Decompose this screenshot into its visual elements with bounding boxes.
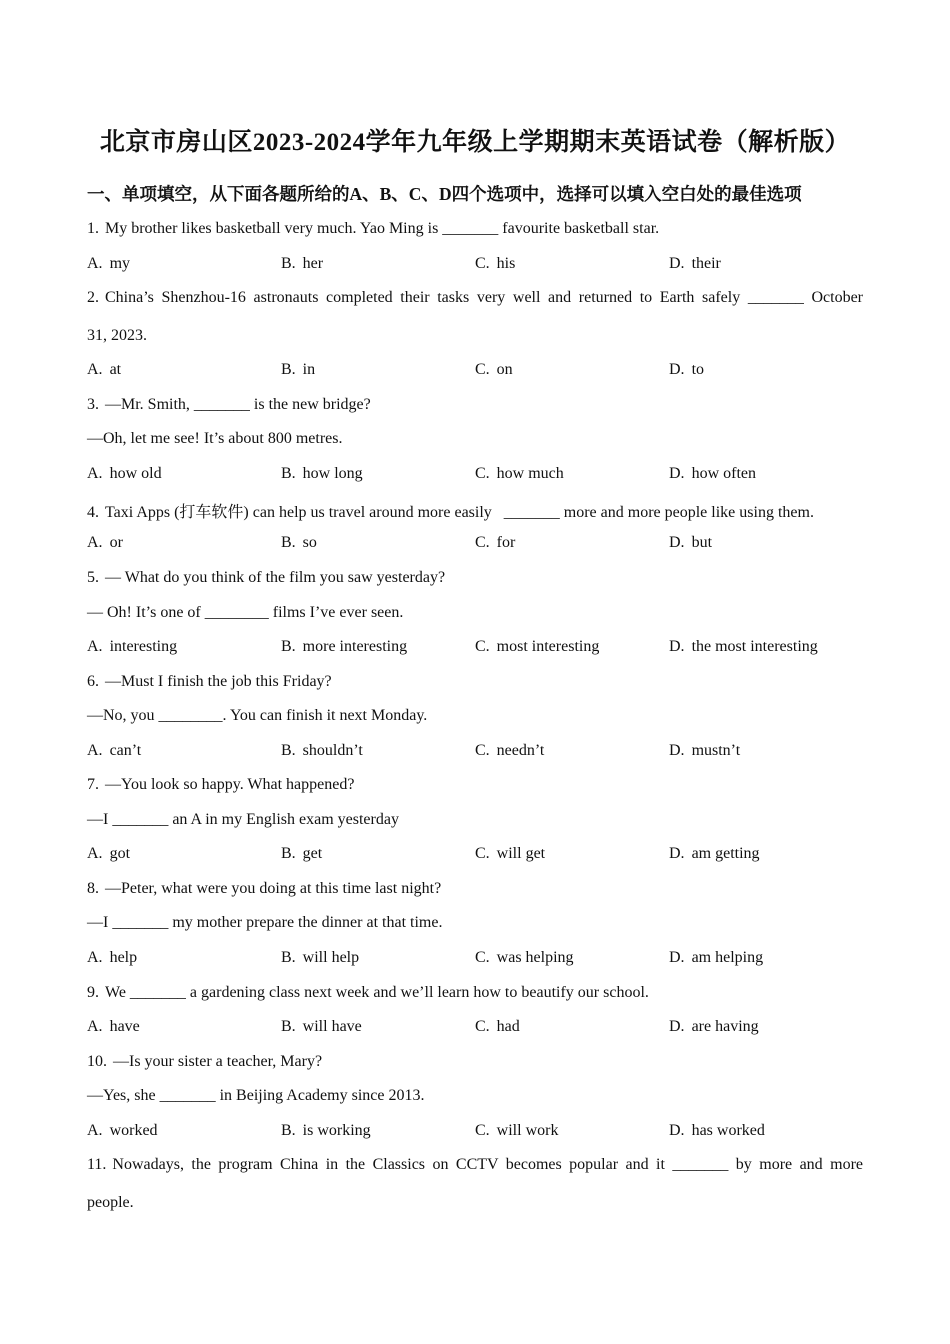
question-7-reply: —I _______ an A in my English exam yesterday <box>87 811 399 828</box>
option-d <box>669 845 760 863</box>
option-text: had <box>496 1018 520 1035</box>
question-5-reply: — Oh! It’s one of ________ films I’ve ever seen. <box>87 604 404 621</box>
section-heading: 一、单项填空，从下面各题所给的A、B、C、D四个选项中，选择可以填入空白处的最佳选项 <box>87 184 802 204</box>
option-letter: A. <box>87 742 103 759</box>
option-letter: D. <box>669 638 685 655</box>
option-a <box>87 638 177 656</box>
question-4 <box>87 499 814 522</box>
option-letter: A. <box>87 845 103 862</box>
option-c <box>475 1018 520 1036</box>
option-a <box>87 1018 140 1036</box>
option-text: will work <box>496 1122 559 1139</box>
question-9 <box>87 984 649 1002</box>
option-b <box>281 465 363 483</box>
question-text: —Must I finish the job this Friday? <box>105 673 332 690</box>
option-text: my <box>109 255 131 272</box>
option-letter: C. <box>475 638 490 655</box>
option-text: are having <box>691 1018 759 1035</box>
option-a <box>87 949 137 967</box>
question-11 <box>87 1156 863 1174</box>
option-letter: A. <box>87 638 103 655</box>
option-letter: C. <box>475 465 490 482</box>
option-letter: A. <box>87 361 103 378</box>
option-text: can’t <box>109 742 142 759</box>
option-a <box>87 465 162 483</box>
option-text: for <box>496 534 516 551</box>
question-text: —Peter, what were you doing at this time last night? <box>105 880 442 897</box>
option-b <box>281 361 315 379</box>
option-text: was helping <box>496 949 574 966</box>
option-letter: C. <box>475 255 490 272</box>
question-number: 2. <box>87 289 99 306</box>
option-letter: C. <box>475 845 490 862</box>
option-c <box>475 361 513 379</box>
option-letter: B. <box>281 534 296 551</box>
option-d <box>669 361 704 379</box>
question-number: 5. <box>87 569 99 586</box>
question-number: 11. <box>87 1156 107 1173</box>
option-text: in <box>302 361 316 378</box>
option-d <box>669 742 740 760</box>
option-letter: C. <box>475 1122 490 1139</box>
option-c <box>475 465 564 483</box>
option-d <box>669 255 721 273</box>
option-c <box>475 742 544 760</box>
question-number: 3. <box>87 396 99 413</box>
option-letter: B. <box>281 1018 296 1035</box>
option-text: the most interesting <box>691 638 818 655</box>
option-text: or <box>109 534 123 551</box>
option-letter: B. <box>281 742 296 759</box>
option-text: how long <box>302 465 363 482</box>
option-text: get <box>302 845 323 862</box>
option-letter: B. <box>281 638 296 655</box>
question-text: Taxi Apps (打车软件) can help us travel around more easily _______ more and more people like using them. <box>105 504 814 521</box>
question-text: China’s Shenzhou-16 astronauts completed their tasks very well and returned to Earth safely _______ October <box>105 289 863 306</box>
option-text: have <box>109 1018 140 1035</box>
option-letter: B. <box>281 1122 296 1139</box>
option-a <box>87 361 121 379</box>
option-letter: D. <box>669 255 685 272</box>
option-text: am getting <box>691 845 760 862</box>
question-6 <box>87 673 332 691</box>
question-10 <box>87 1053 322 1071</box>
question-6-reply: —No, you ________. You can finish it next Monday. <box>87 707 428 724</box>
question-number: 4. <box>87 504 99 521</box>
option-b <box>281 638 407 656</box>
option-b <box>281 1122 371 1140</box>
option-a <box>87 1122 158 1140</box>
option-text: at <box>109 361 122 378</box>
option-a <box>87 742 141 760</box>
option-text: needn’t <box>496 742 545 759</box>
option-text: her <box>302 255 324 272</box>
option-letter: C. <box>475 1018 490 1035</box>
option-text: his <box>496 255 516 272</box>
question-number: 6. <box>87 673 99 690</box>
option-text: interesting <box>109 638 178 655</box>
question-8-reply: —I _______ my mother prepare the dinner at that time. <box>87 914 443 931</box>
question-number: 1. <box>87 220 99 237</box>
option-c <box>475 638 599 656</box>
option-letter: C. <box>475 949 490 966</box>
option-text: on <box>496 361 513 378</box>
option-text: most interesting <box>496 638 600 655</box>
option-d <box>669 949 763 967</box>
option-letter: D. <box>669 1122 685 1139</box>
option-letter: C. <box>475 742 490 759</box>
question-text: —Is your sister a teacher, Mary? <box>113 1053 323 1070</box>
option-c <box>475 845 545 863</box>
option-letter: B. <box>281 465 296 482</box>
option-text: their <box>691 255 721 272</box>
question-number: 7. <box>87 776 99 793</box>
option-text: help <box>109 949 138 966</box>
option-b <box>281 845 322 863</box>
option-letter: A. <box>87 255 103 272</box>
option-text: got <box>109 845 131 862</box>
option-text: mustn’t <box>691 742 741 759</box>
question-text: My brother likes basketball very much. Yao Ming is _______ favourite basketball star. <box>105 220 660 237</box>
question-number: 8. <box>87 880 99 897</box>
option-letter: D. <box>669 534 685 551</box>
option-letter: C. <box>475 534 490 551</box>
option-text: how often <box>691 465 756 482</box>
question-7 <box>87 776 354 794</box>
option-d <box>669 465 756 483</box>
option-text: am helping <box>691 949 764 966</box>
page-title: 北京市房山区2023-2024学年九年级上学期期末英语试卷（解析版） <box>99 129 851 156</box>
option-letter: B. <box>281 949 296 966</box>
option-d <box>669 534 712 552</box>
option-text: will have <box>302 1018 362 1035</box>
option-letter: B. <box>281 255 296 272</box>
question-number: 9. <box>87 984 99 1001</box>
option-letter: A. <box>87 1018 103 1035</box>
option-letter: A. <box>87 1122 103 1139</box>
option-letter: D. <box>669 742 685 759</box>
question-10-reply: —Yes, she _______ in Beijing Academy since 2013. <box>87 1087 425 1104</box>
option-text: so <box>302 534 317 551</box>
option-letter: C. <box>475 361 490 378</box>
option-d <box>669 1122 765 1140</box>
option-letter: A. <box>87 949 103 966</box>
option-letter: A. <box>87 534 103 551</box>
option-a <box>87 255 130 273</box>
option-letter: D. <box>669 361 685 378</box>
option-letter: D. <box>669 845 685 862</box>
question-2 <box>87 289 863 307</box>
option-b <box>281 1018 362 1036</box>
question-text: — What do you think of the film you saw yesterday? <box>105 569 446 586</box>
option-text: to <box>691 361 705 378</box>
question-text: We _______ a gardening class next week and we’ll learn how to beautify our school. <box>105 984 649 1001</box>
option-letter: B. <box>281 361 296 378</box>
option-text: worked <box>109 1122 158 1139</box>
option-d <box>669 1018 759 1036</box>
question-text: —Mr. Smith, _______ is the new bridge? <box>105 396 371 413</box>
question-11-continued: people. <box>87 1194 134 1211</box>
option-text: will get <box>496 845 546 862</box>
question-3 <box>87 396 371 414</box>
option-letter: D. <box>669 1018 685 1035</box>
option-text: is working <box>302 1122 371 1139</box>
question-text: Nowadays, the program China in the Classics on CCTV becomes popular and it _______ by more and more <box>112 1156 863 1173</box>
option-text: how old <box>109 465 162 482</box>
question-3-reply: —Oh, let me see! It’s about 800 metres. <box>87 430 343 447</box>
option-c <box>475 534 515 552</box>
option-text: more interesting <box>302 638 408 655</box>
option-c <box>475 255 515 273</box>
option-b <box>281 534 317 552</box>
question-8 <box>87 880 441 898</box>
option-b <box>281 255 323 273</box>
option-letter: A. <box>87 465 103 482</box>
option-b <box>281 742 363 760</box>
option-c <box>475 1122 558 1140</box>
option-text: will help <box>302 949 360 966</box>
option-letter: B. <box>281 845 296 862</box>
question-5 <box>87 569 445 587</box>
option-a <box>87 534 123 552</box>
question-1 <box>87 220 659 238</box>
option-letter: D. <box>669 949 685 966</box>
question-number: 10. <box>87 1053 107 1070</box>
option-text: shouldn’t <box>302 742 363 759</box>
option-d <box>669 638 818 656</box>
option-text: how much <box>496 465 564 482</box>
option-b <box>281 949 359 967</box>
option-letter: D. <box>669 465 685 482</box>
option-c <box>475 949 574 967</box>
option-text: but <box>691 534 713 551</box>
question-text: —You look so happy. What happened? <box>105 776 355 793</box>
option-text: has worked <box>691 1122 765 1139</box>
question-2-continued: 31, 2023. <box>87 327 147 344</box>
option-a <box>87 845 130 863</box>
